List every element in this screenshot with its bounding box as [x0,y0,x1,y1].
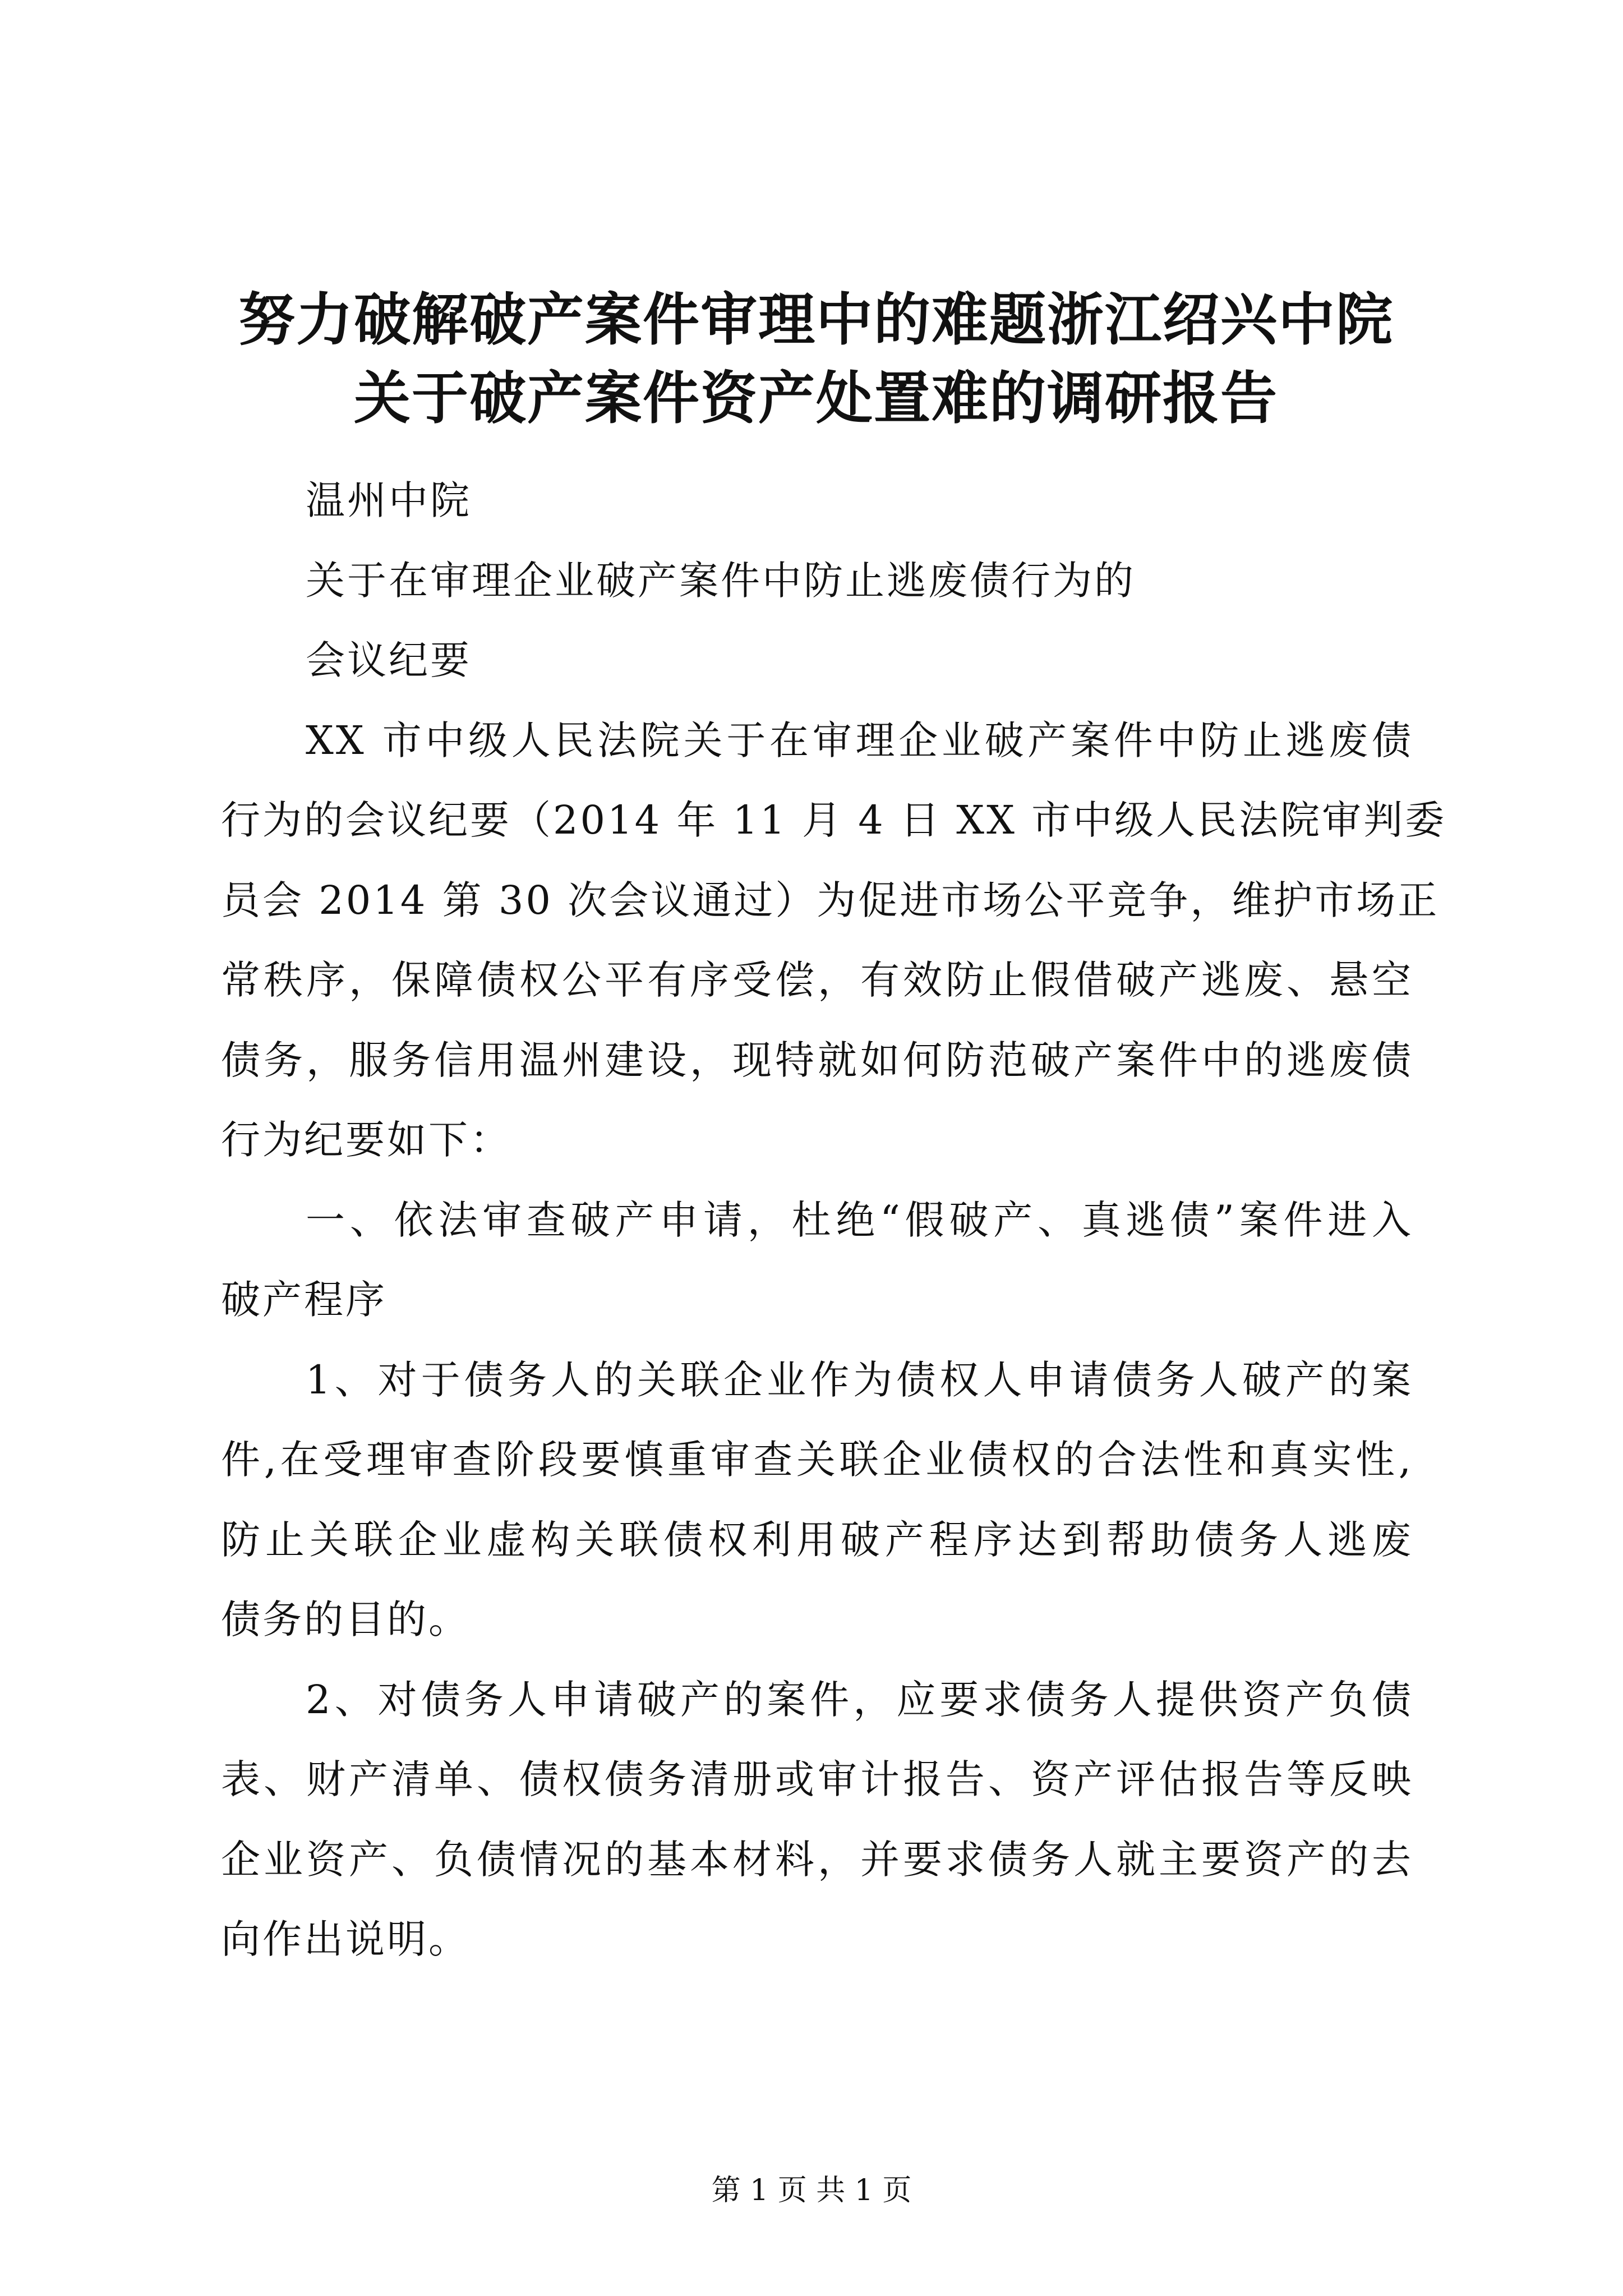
body-text-line: 1、对于债务人的关联企业作为债权人申请债务人破产的案 [306,1357,1413,1403]
subheading-line: 关于在审理企业破产案件中防止逃废债行为的 [306,558,1136,604]
section-heading-line: 一、依法审查破产申请，杜绝“假破产、真逃债”案件进入 [306,1197,1413,1243]
body-text-line: 防止关联企业虚构关联债权利用破产程序达到帮助债务人逃废 [221,1517,1413,1563]
body-text-line: 债务的目的。 [221,1596,470,1642]
body-text-line: 件,在受理审查阶段要慎重审查关联企业债权的合法性和真实性, [221,1437,1413,1483]
body-text-line: XX 市中级人民法院关于在审理企业破产案件中防止逃废债 [306,717,1413,763]
body-text-line: 常秩序，保障债权公平有序受偿，有效防止假借破产逃废、悬空 [221,957,1413,1003]
section-heading-line: 破产程序 [221,1277,387,1323]
document-title-line-1: 努力破解破产案件审理中的难题浙江绍兴中院 [238,287,1394,353]
document-title-line-2: 关于破产案件资产处置难的调研报告 [353,365,1278,431]
body-text-line: 2、对债务人申请破产的案件，应要求债务人提供资产负债 [306,1677,1413,1723]
body-text-line: 行为纪要如下： [221,1117,511,1163]
body-text-line: 行为的会议纪要（2014 年 11 月 4 日 XX 市中级人民法院审判委 [221,797,1447,843]
author-line: 温州中院 [306,477,472,523]
subheading-line: 会议纪要 [306,637,472,683]
body-text-line: 企业资产、负债情况的基本材料，并要求债务人就主要资产的去 [221,1837,1413,1883]
page-number-footer: 第 1 页 共 1 页 [711,2174,912,2207]
body-text-line: 表、财产清单、债权债务清册或审计报告、资产评估报告等反映 [221,1756,1413,1802]
body-text-line: 向作出说明。 [221,1916,470,1962]
body-text-line: 员会 2014 第 30 次会议通过）为促进市场公平竞争，维护市场正 [221,877,1440,923]
body-text-line: 债务，服务信用温州建设，现特就如何防范破产案件中的逃废债 [221,1037,1413,1083]
